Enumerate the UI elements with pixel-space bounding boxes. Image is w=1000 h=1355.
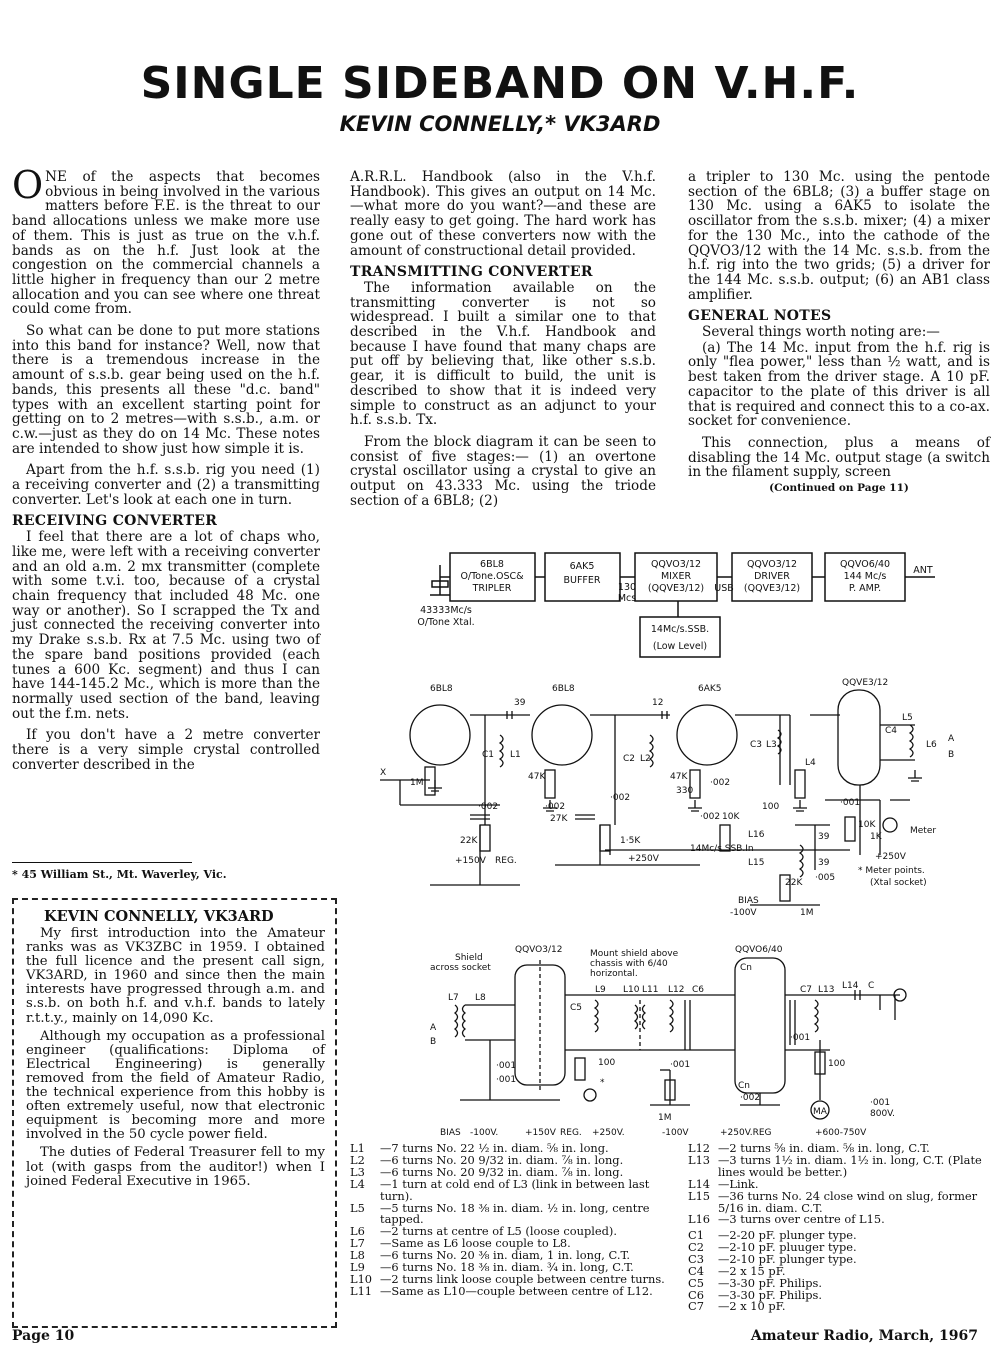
- col3-paragraph-3: (a) The 14 Mc. input from the h.f. rig is only "flea power," less than ½ watt, and is best taken from the driver stage. A 10 pF. capacitor to the plate of this driver is all that is required and connect this to a co-ax. socket for convenience.: [688, 339, 990, 430]
- cap-spec-value: —2-20 pF. plunger type.: [718, 1228, 857, 1242]
- column-2: [350, 170, 656, 515]
- label-47k: 47K: [528, 772, 546, 782]
- coil-spec-key: L5: [350, 1200, 365, 1215]
- block-buffer-label: BUFFER: [563, 575, 601, 586]
- label-l2: L2: [640, 754, 651, 764]
- coil-spec-key: L9: [350, 1260, 365, 1275]
- label-600-750v: +600-750V: [815, 1128, 867, 1138]
- block-mixer-tube: QQVO3/12: [650, 559, 702, 570]
- col3-paragraph-1: a tripler to 130 Mc. using the pentode section of the 6BL8; (3) a buffer stage on 130 Mc. using a 6AK5 to isolate the oscillator from the s.s.b. mixer; (4) a mixer for the 130 Mc., into the cathode of the QQVO3/12 with the 14 Mc. s.s.b. from the h.f. rig into the two grids; (5) a driver for the 144 Mc. s.s.b. output; (6) an AB1 class amplifier.: [688, 169, 990, 303]
- label-39c: 39: [818, 858, 830, 868]
- coil-spec-row: [350, 1283, 680, 1298]
- label-minus100-a: -100V.: [470, 1128, 499, 1138]
- coil-spec-row: [688, 1214, 988, 1226]
- tube-qqvo3-12: QQVO3/12: [515, 945, 563, 955]
- label-1k: 1K: [870, 832, 882, 842]
- col2-paragraph-2: The information available on the transmitting converter is not so widespread. I built a similar one to that described in the V.h.f. Handbook and because I have found that many chaps are put off by believing that, like other s.s.b. gear, it is difficult to build, the unit is described to show that it is indeed very simple to construct as an adjunct to your h.f. s.s.b. Tx.: [350, 279, 656, 429]
- label-reg: REG.: [495, 856, 517, 866]
- coil-spec-key: L16: [688, 1212, 711, 1227]
- label-mount-chassis: chassis with 6/40: [590, 959, 668, 969]
- paragraph-1: [12, 163, 320, 318]
- label-1m-2: 1M: [800, 908, 814, 918]
- cap-spec-value: —3-30 pF. Philips.: [718, 1275, 822, 1290]
- coil-spec-value: —6 turns No. 20 9/32 in. diam. ⅞ in. long.: [380, 1164, 624, 1179]
- label-minus100-b: -100V: [662, 1128, 689, 1138]
- label-005: ·005: [815, 873, 836, 883]
- paragraph-4: I feel that there are a lot of chaps who, like me, were left with a receiving converter and an old a.m. 2 mx transmitter (complete with some t.v.i. too, because of a crystal chain frequency that included 48 Mc. one way or another). So I scrapped the Tx and just connected the receiving converter into my Drake s.s.b. Rx at 7.5 Mc. using two of the spare band positions provided (each tunes a 600 Kc. segment) and thus I can have 144-145.2 Mc., which is more than the normally used section of the band, leaving out the f.m. nets.: [12, 529, 320, 722]
- byline: KEVIN CONNELLY,* VK3ARD: [339, 112, 661, 136]
- block-driver-alt: (QQVE3/12): [743, 583, 801, 594]
- cap-spec-value: —2-10 pF. plunger type.: [718, 1251, 857, 1266]
- block-pa-freq: 144 Mc/s: [843, 571, 887, 582]
- label-39: 39: [514, 698, 526, 708]
- label-l11: L11: [642, 985, 659, 995]
- label-a: A: [948, 734, 955, 744]
- label-across-socket: across socket: [430, 963, 491, 973]
- label-mount-shield: Mount shield above: [590, 949, 679, 959]
- label-001c: ·001: [670, 1060, 691, 1070]
- block-130-label: 130: [617, 582, 637, 593]
- label-c5: C5: [570, 1003, 583, 1013]
- block-pa-tube: QQVO6/40: [839, 559, 891, 570]
- heading-general-notes: GENERAL NOTES: [688, 308, 832, 325]
- label-x: X: [380, 768, 387, 778]
- paragraph-2: So what can be done to put more stations into this band for instance? Well, now that there is a tremendous increase in the amount of s.s.b. gear being used on the h.f. bands, this presents all these "d.c. band" types with an excellent starting point for getting on to 2 metres—with s.s.b., a.m. or c.w.—just as they do on 14 Mc. These notes are intended to show just how simple it is.: [12, 323, 320, 457]
- coil-spec-value: —1 turn at cold end of L3 (link in between last turn).: [380, 1176, 650, 1203]
- label-250v-2: +250V.: [592, 1128, 625, 1138]
- tube-6ak5: 6AK5: [698, 684, 722, 694]
- label-l5: L5: [902, 713, 913, 723]
- label-bias-2: BIAS: [440, 1128, 461, 1138]
- coil-spec-key: L12: [688, 1141, 711, 1155]
- label-l6: L6: [926, 740, 937, 750]
- label-c3: C3: [750, 740, 763, 750]
- label-c: C: [868, 981, 875, 991]
- col2-paragraph-1: A.R.R.L. Handbook (also in the V.h.f. Handbook). This gives an output on 14 Mc.—what more do you want?—and these are really easy to get going. The hard work has gone out of these converters now with the amount of constructional detail provided.: [350, 169, 656, 259]
- label-10k: 10K: [722, 812, 740, 822]
- block-mcs-label: Mcs: [617, 593, 637, 604]
- tube-6bl8-2: 6BL8: [552, 684, 575, 694]
- label-002: ·002: [740, 1093, 761, 1103]
- label-1m-3: 1M: [658, 1113, 672, 1123]
- label-l1: L1: [510, 750, 521, 760]
- coil-spec-key: L10: [350, 1271, 373, 1286]
- label-800v: 800V.: [870, 1109, 896, 1119]
- coil-spec-row: [350, 1200, 680, 1227]
- label-22k-2: 22K: [785, 878, 803, 888]
- coil-spec-value: —36 turns No. 24 close wind on slug, former 5/16 in. diam. C.T.: [718, 1188, 978, 1215]
- page-title: SINGLE SIDEBAND ON V.H.F.: [140, 58, 860, 109]
- continued-note: (Continued on Page 11): [769, 482, 909, 495]
- label-250v-b: +250V: [875, 852, 906, 862]
- block-xtal-label: O/Tone Xtal.: [417, 617, 475, 628]
- label-star: *: [600, 1078, 605, 1088]
- label-c1: C1: [482, 750, 495, 760]
- cap-spec-key: C2: [688, 1239, 704, 1254]
- label-002c: ·002: [610, 793, 631, 803]
- label-250v-reg: +250V.REG: [720, 1128, 772, 1138]
- label-l8: L8: [475, 993, 486, 1003]
- label-100a: 100: [598, 1058, 616, 1068]
- label-shield: Shield: [455, 953, 483, 963]
- coil-spec-key: L8: [350, 1248, 365, 1263]
- block-driver-label: DRIVER: [754, 571, 790, 582]
- coil-spec-value: —5 turns No. 18 ⅜ in. diam. ½ in. long, centre tapped.: [380, 1200, 650, 1227]
- cap-spec-row: [688, 1301, 988, 1313]
- heading-transmitting-converter: TRANSMITTING CONVERTER: [350, 264, 593, 281]
- coil-spec-key: L11: [350, 1283, 373, 1298]
- coil-spec-key: L2: [350, 1152, 365, 1167]
- block-ssb-level: (Low Level): [652, 641, 708, 652]
- block-tripler-label: TRIPLER: [472, 583, 512, 594]
- cap-spec-key: C1: [688, 1228, 704, 1242]
- block-diagram: [410, 545, 950, 670]
- label-cn-1: Cn: [740, 963, 752, 973]
- label-100b: 100: [828, 1059, 846, 1069]
- bio-heading: KEVIN CONNELLY, VK3ARD: [44, 908, 274, 925]
- tube-qqvo6-40: QQVO6/40: [735, 945, 783, 955]
- label-minus100: -100V: [730, 908, 757, 918]
- tube-qqve3-12: QQVE3/12: [842, 678, 889, 688]
- label-bias: BIAS: [738, 896, 759, 906]
- label-1m: 1M: [410, 778, 424, 788]
- paragraph-5: If you don't have a 2 metre converter there is a very simple crystal controlled converter described in the: [12, 727, 320, 773]
- coil-spec-value: —3 turns over centre of L15.: [718, 1212, 885, 1227]
- block-mixer-alt: (QQVE3/12): [647, 583, 705, 594]
- cap-spec-value: —2 x 10 pF.: [718, 1299, 786, 1314]
- label-001b: ·001: [496, 1075, 517, 1085]
- coil-spec-key: L13: [688, 1152, 711, 1167]
- coil-spec-value: —Link.: [718, 1176, 759, 1191]
- block-pa-label: P. AMP.: [848, 583, 882, 594]
- label-15k: 1·5K: [620, 836, 641, 846]
- cap-spec-key: C4: [688, 1263, 704, 1278]
- label-39b: 39: [818, 832, 830, 842]
- cap-spec-value: —2 x 15 pF.: [718, 1263, 786, 1278]
- label-l3: L3: [766, 740, 777, 750]
- label-ssb-in: 14Mc/s SSB.In: [690, 844, 754, 854]
- drop-cap: O: [12, 163, 44, 207]
- author-bio-box: [12, 898, 337, 1328]
- label-47k-2: 47K: [670, 772, 688, 782]
- label-100: 100: [762, 802, 780, 812]
- schematic-transmitter-stages: [370, 675, 970, 930]
- label-ma: MA: [813, 1107, 827, 1117]
- label-l9: L9: [595, 985, 606, 995]
- cap-spec-key: C7: [688, 1299, 704, 1314]
- label-001e: ·001: [870, 1098, 891, 1108]
- label-002a: ·002: [478, 802, 499, 812]
- label-b2: B: [430, 1037, 437, 1047]
- col2-paragraph-3: From the block diagram it can be seen to consist of five stages:— (1) an overtone crystal oscillator using a crystal to give an output on 43.333 Mc. using the triode section of a 6BL8; (2): [350, 433, 656, 509]
- label-150v-2: +150V: [525, 1128, 556, 1138]
- block-xtal-freq: 43333Mc/s: [420, 605, 472, 616]
- coil-spec-key: L15: [688, 1188, 711, 1203]
- coil-spec-key: L4: [350, 1176, 365, 1191]
- coil-spec-value: —7 turns No. 22 ½ in. diam. ⅝ in. long.: [380, 1141, 609, 1155]
- label-l16: L16: [748, 830, 765, 840]
- coil-spec-value: —Same as L10—couple between centre of L12.: [380, 1283, 653, 1298]
- coil-spec-row: [688, 1152, 988, 1179]
- bio-paragraph-2: Although my occupation as a professional engineer (qualifications: Diploma of Electrical Engineering) is generally removed from the field of Amateur Radio, the technical experience from this hobby is often extremely useful, now that electronic equipment is becoming more and more involved in the 50 cycle power field.: [26, 1028, 325, 1143]
- label-27k: 27K: [550, 814, 568, 824]
- cap-spec-value: —2-10 pF. pluuger type.: [718, 1239, 857, 1254]
- heading-receiving-converter: RECEIVING CONVERTER: [12, 513, 218, 530]
- coil-spec-value: —Same as L6 loose couple to L8.: [380, 1236, 571, 1251]
- label-002b: ·002: [545, 802, 566, 812]
- label-meter-points: * Meter points.: [858, 866, 925, 876]
- label-xtal-socket: (Xtal socket): [870, 878, 927, 888]
- label-001: ·001: [840, 798, 861, 808]
- col3-paragraph-4: This connection, plus a means of disabling the 14 Mc. output stage (a switch in the filament supply, screen: [688, 434, 990, 481]
- label-150v: +150V: [455, 856, 486, 866]
- coil-list-right: [688, 1143, 988, 1226]
- coil-spec-value: —6 turns No. 18 ⅜ in. diam. ¾ in. long, C.T.: [380, 1260, 634, 1275]
- label-meter: Meter: [910, 826, 937, 836]
- label-b: B: [948, 750, 955, 760]
- label-c7: C7: [800, 985, 813, 995]
- paragraph-1-text: NE of the aspects that becomes obvious in being involved in the various matters before F.E. is the threat to our band allocations unless we make more use of them. This is just as true on the v.h.f. bands as on the h.f. Just look at the congestion on the commercial channels a little higher in frequency than our 2 metre allocation and you can see where one threat could come from.: [12, 169, 320, 318]
- label-002d: ·002: [710, 778, 731, 788]
- label-horizontal: horizontal.: [590, 969, 638, 979]
- label-l7: L7: [448, 993, 459, 1003]
- label-10k-2: 10K: [858, 820, 876, 830]
- block-6ak5: 6AK5: [569, 561, 595, 572]
- coil-spec-key: L6: [350, 1224, 365, 1239]
- label-c6: C6: [692, 985, 705, 995]
- coil-spec-key: L3: [350, 1164, 365, 1179]
- label-001a: ·001: [496, 1061, 517, 1071]
- block-ssb-in: 14Mc/s.SSB.: [650, 624, 710, 635]
- coil-spec-value: —2 turns ⅝ in. diam. ⅝ in. long, C.T.: [718, 1141, 930, 1155]
- page-number: Page 10: [12, 1328, 75, 1344]
- label-l13: L13: [818, 985, 835, 995]
- journal-footer: Amateur Radio, March, 1967: [750, 1328, 978, 1344]
- column-1: [12, 163, 320, 779]
- coil-spec-key: L7: [350, 1236, 365, 1251]
- label-22k: 22K: [460, 836, 478, 846]
- label-330: 330: [676, 786, 694, 796]
- paragraph-3: Apart from the h.f. s.s.b. rig you need (1) a receiving converter and (2) a transmitting converter. Let's look at each one in turn.: [12, 462, 320, 508]
- label-c2: C2: [623, 754, 636, 764]
- label-002e: ·002: [700, 812, 721, 822]
- coil-spec-value: —6 turns No. 20 ⅜ in. diam, 1 in. long, C.T.: [380, 1248, 630, 1263]
- coil-spec-value: —2 turns at centre of L5 (loose coupled).: [380, 1224, 617, 1239]
- label-250v: +250V: [628, 854, 659, 864]
- block-6bl8: 6BL8: [480, 559, 504, 570]
- block-ant-label: ANT: [913, 565, 933, 576]
- coil-spec-value: —2 turns link loose couple between centre turns.: [380, 1271, 665, 1286]
- coil-list-left: [350, 1143, 680, 1298]
- label-12: 12: [652, 698, 664, 708]
- label-001d: ·001: [790, 1033, 811, 1043]
- cap-spec-key: C6: [688, 1287, 704, 1302]
- label-l4: L4: [805, 758, 816, 768]
- coil-spec-value: —6 turns No. 20 9/32 in. diam. ⅞ in. long.: [380, 1152, 624, 1167]
- block-usb-label: USB: [714, 583, 734, 594]
- label-cn-2: Cn: [738, 1081, 750, 1091]
- cap-spec-value: —3-30 pF. Philips.: [718, 1287, 822, 1302]
- footnote: * 45 William St., Mt. Waverley, Vic.: [12, 868, 227, 881]
- coil-spec-key: L14: [688, 1176, 711, 1191]
- coil-spec-value: —3 turns 1½ in. diam. 1½ in. long, C.T. (Plate lines would be better.): [718, 1152, 982, 1179]
- footnote-rule: [12, 862, 192, 863]
- tube-6bl8-1: 6BL8: [430, 684, 453, 694]
- block-mixer-label: MIXER: [660, 571, 692, 582]
- column-3: [688, 170, 990, 496]
- block-driver-tube: QQVO3/12: [746, 559, 798, 570]
- label-l15: L15: [748, 858, 765, 868]
- label-l12: L12: [668, 985, 685, 995]
- label-reg-2: REG.: [560, 1128, 582, 1138]
- coil-spec-row: [350, 1176, 680, 1203]
- block-osc-label: O/Tone.OSC&: [460, 571, 524, 582]
- coil-spec-row: [688, 1188, 988, 1215]
- cap-spec-key: C5: [688, 1275, 704, 1290]
- schematic-driver-pa: [430, 940, 910, 1140]
- capacitor-list: [688, 1230, 988, 1313]
- coil-spec-key: L1: [350, 1141, 365, 1155]
- bio-paragraph-3: The duties of Federal Treasurer fell to my lot (with gasps from the auditor!) when I joined Federal Executive in 1965.: [26, 1145, 325, 1189]
- bio-paragraph-1: My first introduction into the Amateur ranks was as VK3ZBC in 1959. I obtained the full licence and the present call sign, VK3ARD, in 1960 and since then the main interests have progressed through a.m. and s.s.b. on both h.f. and v.h.f. bands to lately r.t.t.y., mainly on 14,090 Kc.: [26, 926, 325, 1026]
- col3-paragraph-2: Several things worth noting are:—: [702, 324, 940, 341]
- cap-spec-key: C3: [688, 1251, 704, 1266]
- label-c4: C4: [885, 726, 898, 736]
- label-a2: A: [430, 1023, 437, 1033]
- label-l10: L10: [623, 985, 640, 995]
- label-l14: L14: [842, 981, 859, 991]
